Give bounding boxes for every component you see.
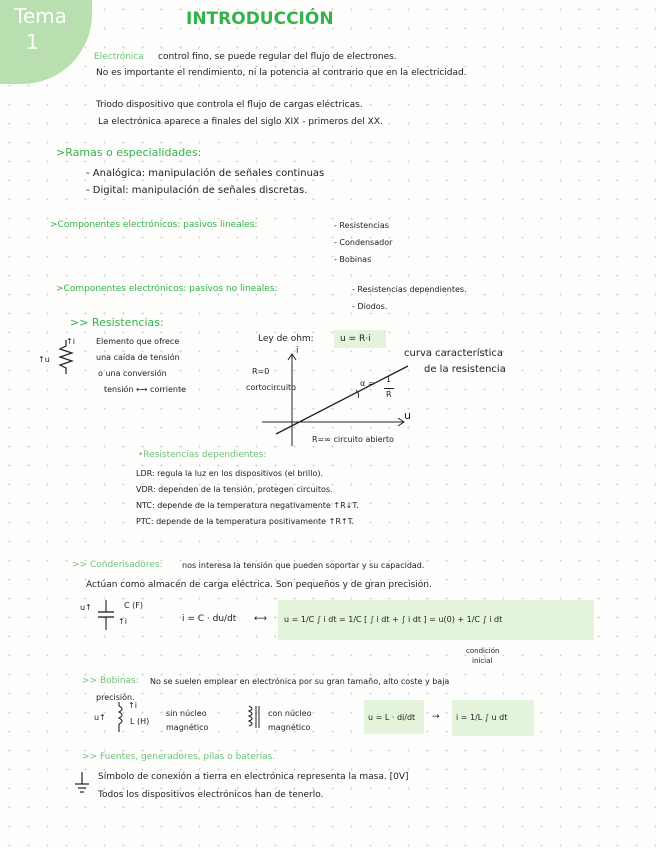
dep-vdr: VDR: dependen de la tensión, protegen circuitos. [136,485,333,494]
tema-number: 1 [26,30,39,54]
dependientes-heading: •Resistencias dependientes: [138,450,267,460]
comp-lineal-bobinas: - Bobinas [334,255,372,264]
capacitor-i-label: ↑i [118,617,127,626]
bobinas-text-1: No se suelen emplear en electrónica por su gran tamaño, alto coste y baja [150,677,450,686]
condensador-arrow: ⟷ [254,614,267,624]
graph-frac-den: R [386,390,392,399]
ley-ohm-label: Ley de ohm: [258,334,314,344]
comp-no-lineal-diodos: - Diodos. [352,302,388,311]
sin-nucleo-2: magnético [166,723,209,732]
tema-tab [0,0,92,84]
intro-triodo: Triodo dispositivo que controla el flujo de cargas eléctricas. [96,100,363,110]
comp-lineal-resistencias: - Resistencias [334,221,389,230]
bobinas-heading: >> Bobinas: [82,676,139,686]
capacitor-u-label: u↑ [80,603,92,612]
resistencia-desc-3: o una conversión [98,369,167,378]
dep-ldr: LDR: regula la luz en los dispositivos (el brillo). [136,469,324,478]
con-nucleo-1: con núcleo [268,709,312,718]
resistencia-desc-1: Elemento que ofrece [96,337,180,346]
tema-label: Tema [14,4,67,28]
comp-no-lineal-res-dep: - Resistencias dependientes. [352,285,467,294]
graph-axis-i: i [296,346,299,356]
resistencia-desc-4: tensión ⟷ corriente [104,385,187,394]
graph-frac-num: 1 [386,375,392,384]
condicion-label-2: inicial [472,657,493,665]
sin-nucleo-1: sin núcleo [166,709,207,718]
inductor-symbol-icon [112,702,126,732]
graph-r0: R=0 [252,367,270,376]
condensadores-heading: >> Condensadores: [72,560,163,570]
capacitor-c-label: C (F) [124,601,143,610]
bobinas-text-2: precisión. [96,693,135,702]
graph-cortocircuito: cortocircuito [246,383,297,392]
resistencias-heading: >> Resistencias: [70,316,164,329]
comp-no-lineales-heading: >Componentes electrónicos: pasivos no lineales: [56,284,278,294]
intro-historia: La electrónica aparece a finales del siglo XIX - primeros del XX. [98,117,383,127]
inductor-core-icon [244,704,262,730]
con-nucleo-2: magnético [268,723,311,732]
graph-axis-u: u [404,409,411,422]
bobina-eq2: i = 1/L ∫ u dt [456,713,508,722]
condicion-label-1: condición [466,647,500,655]
resistencia-desc-2: una caída de tensión [96,353,180,362]
ramas-heading: >Ramas o especialidades: [56,146,202,159]
condensador-eq1: i = C · du/dt [182,614,237,624]
fuentes-line-2: Todos los dispositivos electrónicos han de tenerlo. [98,790,324,800]
bobina-arrow: → [432,712,440,722]
rama-digital: - Digital: manipulación de señales discretas. [86,185,308,196]
term-electronica: Electrónica [94,52,144,62]
intro-def-1: control fino, se puede regular del flujo de electrones. [158,52,397,62]
condensador-eq2: u = 1/C ∫ i dt = 1/C [ ∫ i dt + ∫ i dt ] = u(0) + 1/C ∫ i dt [284,615,503,624]
bobina-eq1: u = L · di/dt [368,713,416,722]
condensadores-text-1: nos interesa la tensión que pueden soportar y su capacidad. [182,561,425,570]
comp-lineales-heading: >Componentes electrónicos: pasivos lineales: [50,220,258,230]
inductor-l-label: L (H) [130,717,150,726]
inductor-u-label: u↑ [94,713,106,722]
condensadores-text-2: Actúan como almacén de carga eléctrica. Son pequeños y de gran precisión. [86,580,432,590]
resistor-current-label: ↑i [66,337,75,346]
graph-r-inf: R=∞ circuito abierto [312,435,394,444]
capacitor-symbol-icon [96,600,116,630]
inductor-i-label: ↑i [128,701,137,710]
fuentes-heading: >> Fuentes, generadores, pilas o baterías. [82,752,276,762]
dep-ptc: PTC: depende de la temperatura positivamente ↑R↑T. [136,517,355,526]
curva-label-1: curva característica [404,348,504,359]
intro-def-2: No es importante el rendimiento, ni la potencia al contrario que en la electricidad. [96,68,467,78]
resistor-voltage-label: ↑u [38,355,50,364]
curva-label-2: de la resistencia [424,364,506,375]
ley-ohm-formula: u = R·i [340,334,371,344]
comp-lineal-condensador: - Condensador [334,238,393,247]
ground-symbol-icon [74,772,90,802]
rama-analogica: - Analógica: manipulación de señales continuas [86,168,325,179]
graph-alpha: α = [360,379,375,388]
dep-ntc: NTC: depende de la temperatura negativamente ↑R↓T. [136,501,359,510]
page-title: INTRODUCCIÓN [186,9,334,29]
fuentes-line-1: Símbolo de conexión a tierra en electrónica representa la masa. [0V] [98,772,409,782]
